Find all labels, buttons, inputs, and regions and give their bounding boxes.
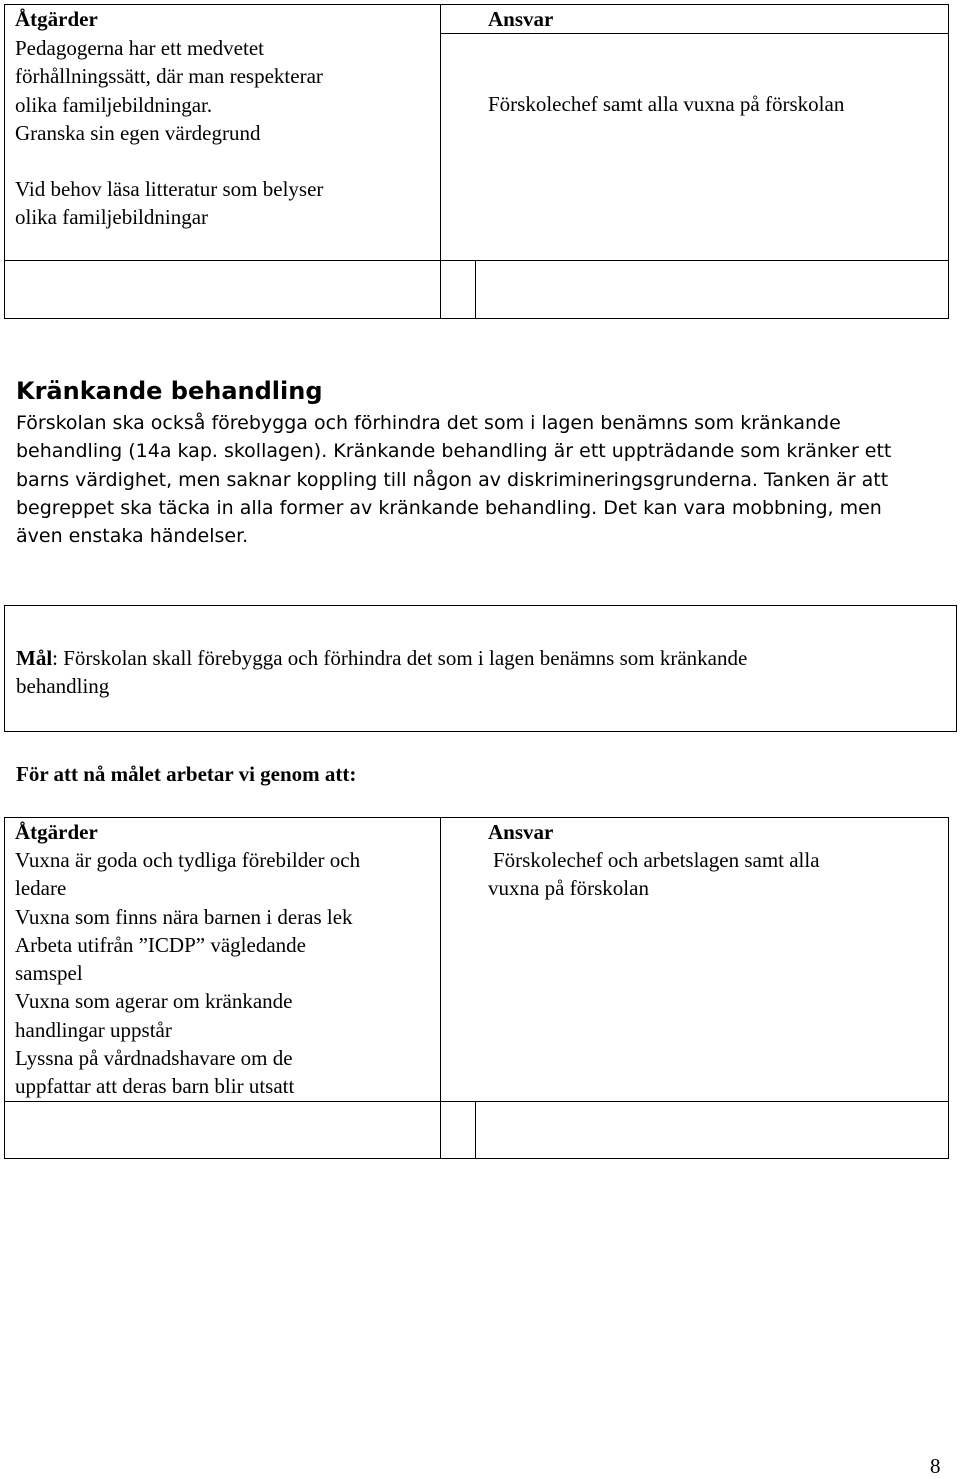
page-number: 8 xyxy=(930,1454,941,1478)
section-body xyxy=(16,409,891,550)
actions-cell-extra xyxy=(15,175,323,232)
body-line: Förskolan ska också förebygga och förhindra det som i lagen benämns som kränkande xyxy=(16,412,841,434)
action-line: olika familjebildningar xyxy=(15,205,209,230)
actions-cell xyxy=(15,846,360,1101)
action-line: Vid behov läsa litteratur som belyser xyxy=(15,177,324,201)
responsibility-cell: Förskolechef samt alla vuxna på förskolan xyxy=(488,92,845,116)
action-line: förhållningssätt, där man respekterar xyxy=(15,64,323,89)
action-line: Granska sin egen värdegrund xyxy=(15,120,261,145)
section-title: Kränkande behandling xyxy=(16,377,323,405)
action-line: ledare xyxy=(15,876,67,901)
action-line: uppfattar att deras barn blir utsatt xyxy=(15,1074,295,1099)
column-header-actions: Åtgärder xyxy=(15,7,98,31)
work-heading: För att nå målet arbetar vi genom att: xyxy=(16,762,357,786)
action-line: Lyssna på vårdnadshavare om de xyxy=(15,1046,293,1071)
goal-text xyxy=(16,644,747,701)
body-line: barns värdighet, men saknar koppling till någon av diskrimineringsgrunderna. Tanken är att xyxy=(16,468,889,491)
column-header-actions: Åtgärder xyxy=(15,820,98,844)
body-line: begreppet ska täcka in alla former av kränkande behandling. Det kan vara mobbning, men xyxy=(16,496,882,519)
column-header-responsibility: Ansvar xyxy=(488,820,554,844)
goal-text-line: behandling xyxy=(16,674,110,699)
action-line: Vuxna som finns nära barnen i deras lek xyxy=(15,904,353,929)
responsibility-cell xyxy=(488,846,820,903)
action-line: olika familjebildningar. xyxy=(15,92,213,117)
actions-cell xyxy=(15,34,323,147)
action-line: handlingar uppstår xyxy=(15,1017,172,1042)
responsibility-line: vuxna på förskolan xyxy=(488,876,649,901)
goal-label: Mål xyxy=(16,646,53,670)
body-line: behandling (14a kap. skollagen). Kränkande behandling är ett uppträdande som kränker ett xyxy=(16,440,892,463)
body-line: även enstaka händelser. xyxy=(16,525,249,548)
column-header-responsibility: Ansvar xyxy=(488,7,554,31)
responsibility-line: Förskolechef och arbetslagen samt alla xyxy=(493,848,820,872)
goal-text-line: : Förskolan skall förebygga och förhindra det som i lagen benämns som kränkande xyxy=(52,646,748,670)
action-line: Pedagogerna har ett medvetet xyxy=(15,36,264,60)
action-line: Vuxna är goda och tydliga förebilder och xyxy=(15,848,361,872)
action-line: Vuxna som agerar om kränkande xyxy=(15,989,293,1014)
action-line: samspel xyxy=(15,961,83,986)
action-line: Arbeta utifrån ”ICDP” vägledande xyxy=(15,932,306,957)
